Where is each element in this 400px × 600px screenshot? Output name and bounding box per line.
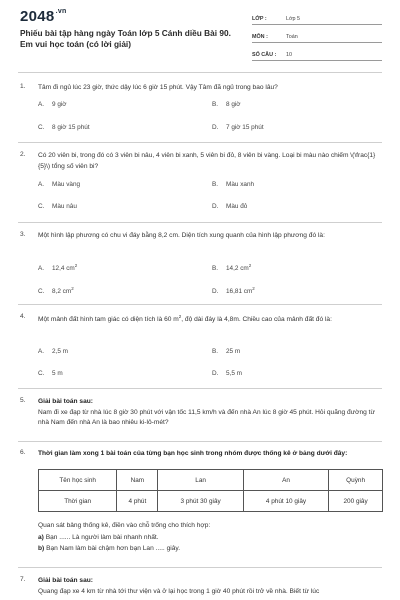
option-d[interactable]: D. 16,81 $cm^2$ bbox=[212, 286, 255, 296]
worksheet-header bbox=[0, 0, 400, 62]
divider bbox=[18, 388, 382, 389]
option-b[interactable]: B. 25 m bbox=[212, 348, 241, 355]
question-heading: Thời gian làm xong 1 bài toán của từng bạn học sinh trong nhóm được thống kê ở bảng dưới đây: bbox=[38, 450, 348, 457]
question-text: Tâm đi ngủ lúc 23 giờ, thức dậy lúc 6 giờ 15 phút. Vậy Tâm đã ngủ trong bao lâu? bbox=[38, 84, 278, 91]
option-a[interactable]: A. 9 giờ bbox=[38, 101, 67, 108]
worksheet-meta bbox=[252, 10, 382, 64]
option-a[interactable]: A. 12,4 $cm^2$ bbox=[38, 263, 78, 273]
question-text: Một mảnh đất hình tam giác có diện tích là 60 $m^2$, độ dài đáy là 4,8m. Chiều cao của mảnh đất đó là: bbox=[38, 314, 332, 324]
meta-count-row: SỐ CÂU : 10 bbox=[252, 46, 382, 61]
option-d[interactable]: D. 5,5 m bbox=[212, 370, 242, 377]
divider bbox=[18, 142, 382, 143]
divider bbox=[18, 72, 382, 73]
divider bbox=[18, 441, 382, 442]
option-b[interactable]: B. 14,2 $cm^2$ bbox=[212, 263, 252, 273]
table-row: Thời gian 4 phút 3 phút 30 giây 4 phút 10 giây 200 giây bbox=[39, 491, 383, 512]
option-b[interactable]: B. 8 giờ bbox=[212, 101, 241, 108]
option-a[interactable]: A. 2,5 m bbox=[38, 348, 68, 355]
divider bbox=[18, 222, 382, 223]
question-text: Có 20 viên bi, trong đó có 3 viên bi nâu, 4 viên bi xanh, 5 viên bi đỏ, 8 viên bi vàng. Loại bi màu nào chiếm \(\frac{1}{5}\) tổng số viên bi? bbox=[38, 152, 376, 170]
divider bbox=[18, 567, 382, 568]
divider bbox=[18, 304, 382, 305]
meta-subject-row: MÔN : Toán bbox=[252, 28, 382, 43]
option-d[interactable]: D. Màu đỏ bbox=[212, 203, 248, 210]
fill-blank-a: Bạn ...... Là người làm bài nhanh nhất. bbox=[45, 533, 159, 541]
question-text: Nam đi xe đạp từ nhà lúc 8 giờ 30 phút với vận tốc 11,5 km/h và đến nhà An lúc 8 giờ 45 phút. Hỏi quãng đường từ nhà Nam đến nhà An là bao nhiêu ki-lô-mét? bbox=[38, 408, 375, 427]
worksheet-title: Phiếu bài tập hàng ngày Toán lớp 5 Cánh diều Bài 90. Em vui học toán (có lời giải) bbox=[20, 28, 231, 50]
option-d[interactable]: D. 7 giờ 15 phút bbox=[212, 124, 264, 131]
option-c[interactable]: C. 8 giờ 15 phút bbox=[38, 124, 90, 131]
table-row: Tên học sinh Nam Lan An Quỳnh bbox=[39, 470, 383, 491]
fill-blank-b: Bạn Nam làm bài chậm hơn bạn Lan ..... giây. bbox=[46, 545, 181, 553]
meta-class-row: LỚP : Lớp 5 bbox=[252, 10, 382, 25]
stats-table bbox=[38, 469, 383, 512]
option-a[interactable]: A. Màu vàng bbox=[38, 181, 81, 188]
site-logo[interactable]: $2048^{.vn}$ bbox=[20, 8, 67, 25]
question-text: Một hình lập phương có chu vi đáy bằng 8,2 cm. Diện tích xung quanh của hình lập phương đó là: bbox=[38, 232, 325, 239]
option-c[interactable]: C. Màu nâu bbox=[38, 203, 77, 210]
question-heading: Giải bài toán sau: bbox=[38, 398, 93, 405]
question-text: Quang đạp xe 4 km từ nhà tới thư viện và ở lại học trong 1 giờ 40 phút rồi trở về nhà. Biết từ lúc bbox=[38, 587, 320, 595]
question-heading: Giải bài toán sau: bbox=[38, 577, 93, 584]
option-c[interactable]: C. 5 m bbox=[38, 370, 63, 377]
option-b[interactable]: B. Màu xanh bbox=[212, 181, 255, 188]
option-c[interactable]: C. 8,2 $cm^2$ bbox=[38, 286, 74, 296]
